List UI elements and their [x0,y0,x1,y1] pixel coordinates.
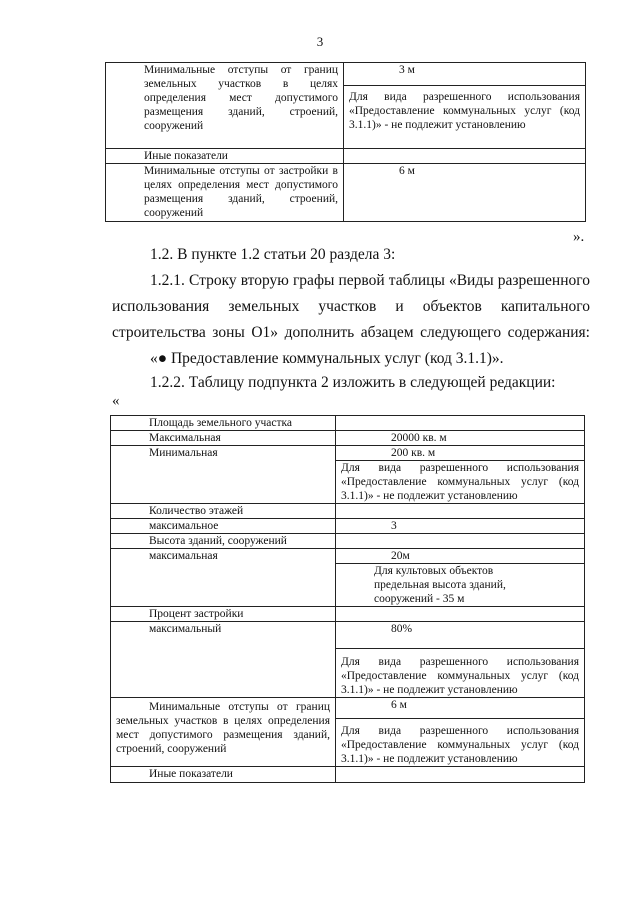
cell-height-header: Высота зданий, сооружений [111,534,336,549]
cell-setback2-value: 6 м [336,698,585,719]
cell-empty [344,149,586,164]
cell-floors-max-value: 3 [336,519,585,534]
table-zone-parameters [110,415,585,783]
cell-floors-max-label: максимальное [111,519,336,534]
table-row [111,519,585,534]
table-row [111,607,585,622]
cell-other2-header: Иные показатели [111,767,336,783]
cell-height-note [336,564,585,607]
table-row [111,416,585,431]
cell-area-min-value: 200 кв. м [336,446,585,461]
paragraph-1-2-1: 1.2.1. Строку вторую графы первой таблицы «Виды разрешенного использования земельных участков и объектов капитального строительства зоны О1» дополнить абзацем следующего содержания: [112,272,590,341]
opening-quote: « [112,393,120,409]
table-row [106,63,586,86]
page-number: 3 [316,34,324,49]
cell-setback-note: Для вида разрешенного использования «Предоставление коммунальных услуг (код 3.1.1)» - не подлежит установлению [344,86,586,149]
table-row [111,534,585,549]
cell-empty [336,416,585,431]
cell-area-min-label: Минимальная [111,446,336,504]
table-continuation [105,62,586,222]
table-row [111,446,585,461]
cell-height-max-value: 20м [336,549,585,564]
cell-setback-value: 3 м [344,63,586,86]
cell-area-max-value: 20000 кв. м [336,431,585,446]
table-row [111,504,585,519]
table-row [111,698,585,719]
cell-density-max-value: 80% [336,622,585,649]
cell-area-min-note: Для вида разрешенного использования «Предоставление коммунальных услуг (код 3.1.1)» - не подлежит установлению [336,461,585,504]
cell-height-max-label: максимальная [111,549,336,607]
cell-area-max-label: Максимальная [111,431,336,446]
cell-empty [336,504,585,519]
cell-empty [336,534,585,549]
closing-quote: ». [573,229,585,245]
table-row [111,622,585,649]
paragraph-bullet: «● Предоставление коммунальных услуг (код 3.1.1)». [150,350,504,367]
cell-building-setback-label: Минимальные отступы от застройки в целях определения мест допустимого размещения зданий, строений, сооружений [106,164,344,222]
paragraph-1-2-2: 1.2.2. Таблицу подпункта 2 изложить в следующей редакции: [150,374,556,391]
cell-density-max-label: максимальный [111,622,336,698]
cell-setback-label: Минимальные отступы от границ земельных участков в целях определения мест допустимого размещения зданий, строений, сооружений [106,63,344,149]
cell-empty [336,767,585,783]
cell-other-label: Иные показатели [106,149,344,164]
cell-setback2-label: Минимальные отступы от границ земельных участков в целях определения мест допустимого размещения зданий, строений, сооружений [111,698,336,767]
table-row [111,767,585,783]
paragraph-1-2: 1.2. В пункте 1.2 статьи 20 раздела 3: [150,246,396,263]
table-row [111,549,585,564]
cell-density-header: Процент застройки [111,607,336,622]
cell-building-setback-value: 6 м [344,164,586,222]
table-row [106,149,586,164]
height-note-text: Для культовых объектов предельная высота зданий, сооружений - 35 м [374,565,506,605]
cell-density-note: Для вида разрешенного использования «Предоставление коммунальных услуг (код 3.1.1)» - не подлежит установлению [336,649,585,698]
cell-setback2-note: Для вида разрешенного использования «Предоставление коммунальных услуг (код 3.1.1)» - не подлежит установлению [336,719,585,767]
table-row [106,164,586,222]
cell-area-header: Площадь земельного участка [111,416,336,431]
cell-empty [336,607,585,622]
table-row [111,431,585,446]
cell-floors-header: Количество этажей [111,504,336,519]
